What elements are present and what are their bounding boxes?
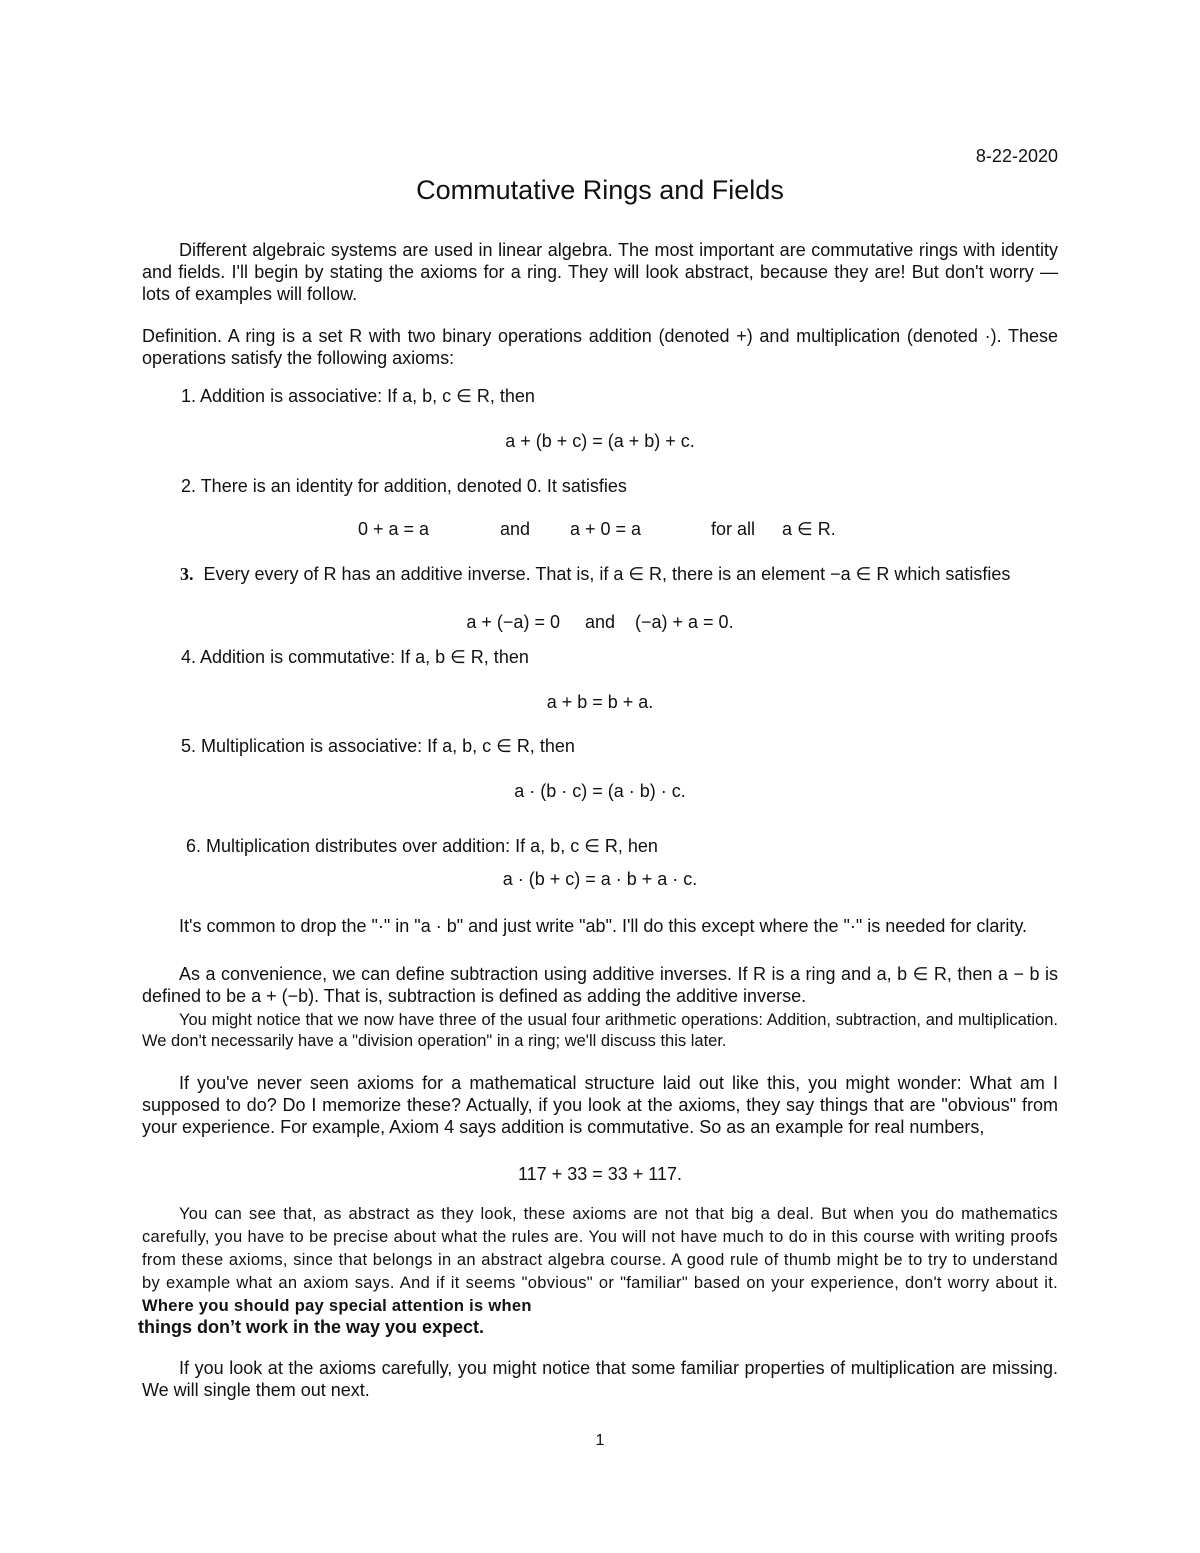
memorize-paragraph: If you've never seen axioms for a mathematical structure laid out like this, you might wonder: What am I supposed to do? Do I memorize these? Actually, if you look at the axioms, they say things that are "obvious" from your experience. For example, Axiom 4 says addition is commutative. So as an example for real numbers, [142, 1073, 1058, 1137]
axiom-6-equation: a · (b + c) = a · b + a · c. [502, 869, 698, 889]
axiom-1-statement: 1. Addition is associative: If a, b, c ∈ R, then [181, 386, 535, 406]
axiom-5-equation: a · (b · c) = (a · b) · c. [514, 781, 686, 801]
axiom-3-statement [142, 563, 1058, 585]
axiom-3-number: 3. [180, 564, 194, 584]
document-date: 8-22-2020 [975, 146, 1058, 166]
axiom-2-left-identity: 0 + a = a [358, 519, 430, 539]
axiom-3-equation: a + (−a) = 0 and (−a) + a = 0. [466, 612, 734, 632]
attention-bold-text: Where you should pay special attention is when [142, 1297, 532, 1315]
axiom-6-statement: 6. Multiplication distributes over addition: If a, b, c ∈ R, hen [186, 836, 658, 856]
axiom-2-for-all: for all [711, 519, 756, 539]
axiom-4-statement: 4. Addition is commutative: If a, b ∈ R, then [181, 647, 529, 667]
axiom-2-right-identity: a + 0 = a [570, 519, 642, 539]
ring-definition: Definition. A ring is a set R with two binary operations addition (denoted +) and multiplication (denoted ·). These operations satisfy the following axioms: [142, 326, 1058, 368]
abstract-paragraph [142, 1203, 1058, 1318]
missing-properties-paragraph: If you look at the axioms carefully, you might notice that some familiar properties of multiplication are missing. We will single them out next. [142, 1358, 1058, 1400]
example-equation: 117 + 33 = 33 + 117. [518, 1164, 682, 1184]
axiom-3-text: Every every of R has an additive inverse. That is, if a ∈ R, there is an element −a ∈ R which satisfies [203, 564, 1011, 584]
axiom-2-statement: 2. There is an identity for addition, denoted 0. It satisfies [181, 476, 627, 496]
attention-bold-continuation: things don’t work in the way you expect. [138, 1317, 485, 1337]
operations-notice-paragraph: You might notice that we now have three of the usual four arithmetic operations: Addition, subtraction, and multiplication. We don't necessarily have a "division operation" in a ring; we'll discuss this later. [142, 1011, 1058, 1050]
intro-paragraph: Different algebraic systems are used in linear algebra. The most important are commutative rings with identity and fields. I'll begin by stating the axioms for a ring. They will look abstract, because they are! But don't worry — lots of examples will follow. [142, 240, 1058, 304]
abstract-text: You can see that, as abstract as they look, these axioms are not that big a deal. But when you do mathematics carefully, you have to be precise about what the rules are. You will not have much to do in this course with writing proofs from these axioms, since that belongs in an abstract algebra course. A good rule of thumb might be to try to understand by example what an axiom says. And if it seems "obvious" or "familiar" based on your experience, don't worry about it. [142, 1205, 1058, 1292]
axiom-5-statement: 5. Multiplication is associative: If a, b, c ∈ R, then [181, 736, 575, 756]
axiom-4-equation: a + b = b + a. [546, 692, 654, 712]
subtraction-paragraph: As a convenience, we can define subtraction using additive inverses. If R is a ring and a, b ∈ R, then a − b is defined to be a + (−b). That is, subtraction is defined as adding the additive inverse. [142, 964, 1058, 1006]
drop-dot-paragraph: It's common to drop the "·" in "a · b" and just write "ab". I'll do this except where the "·" is needed for clarity. [179, 916, 1028, 936]
axiom-1-equation: a + (b + c) = (a + b) + c. [505, 431, 695, 451]
page-number: 1 [595, 1432, 605, 1449]
axiom-2-and: and [500, 519, 531, 539]
axiom-2-set: a ∈ R. [782, 519, 836, 539]
document-title: Commutative Rings and Fields [416, 175, 784, 205]
